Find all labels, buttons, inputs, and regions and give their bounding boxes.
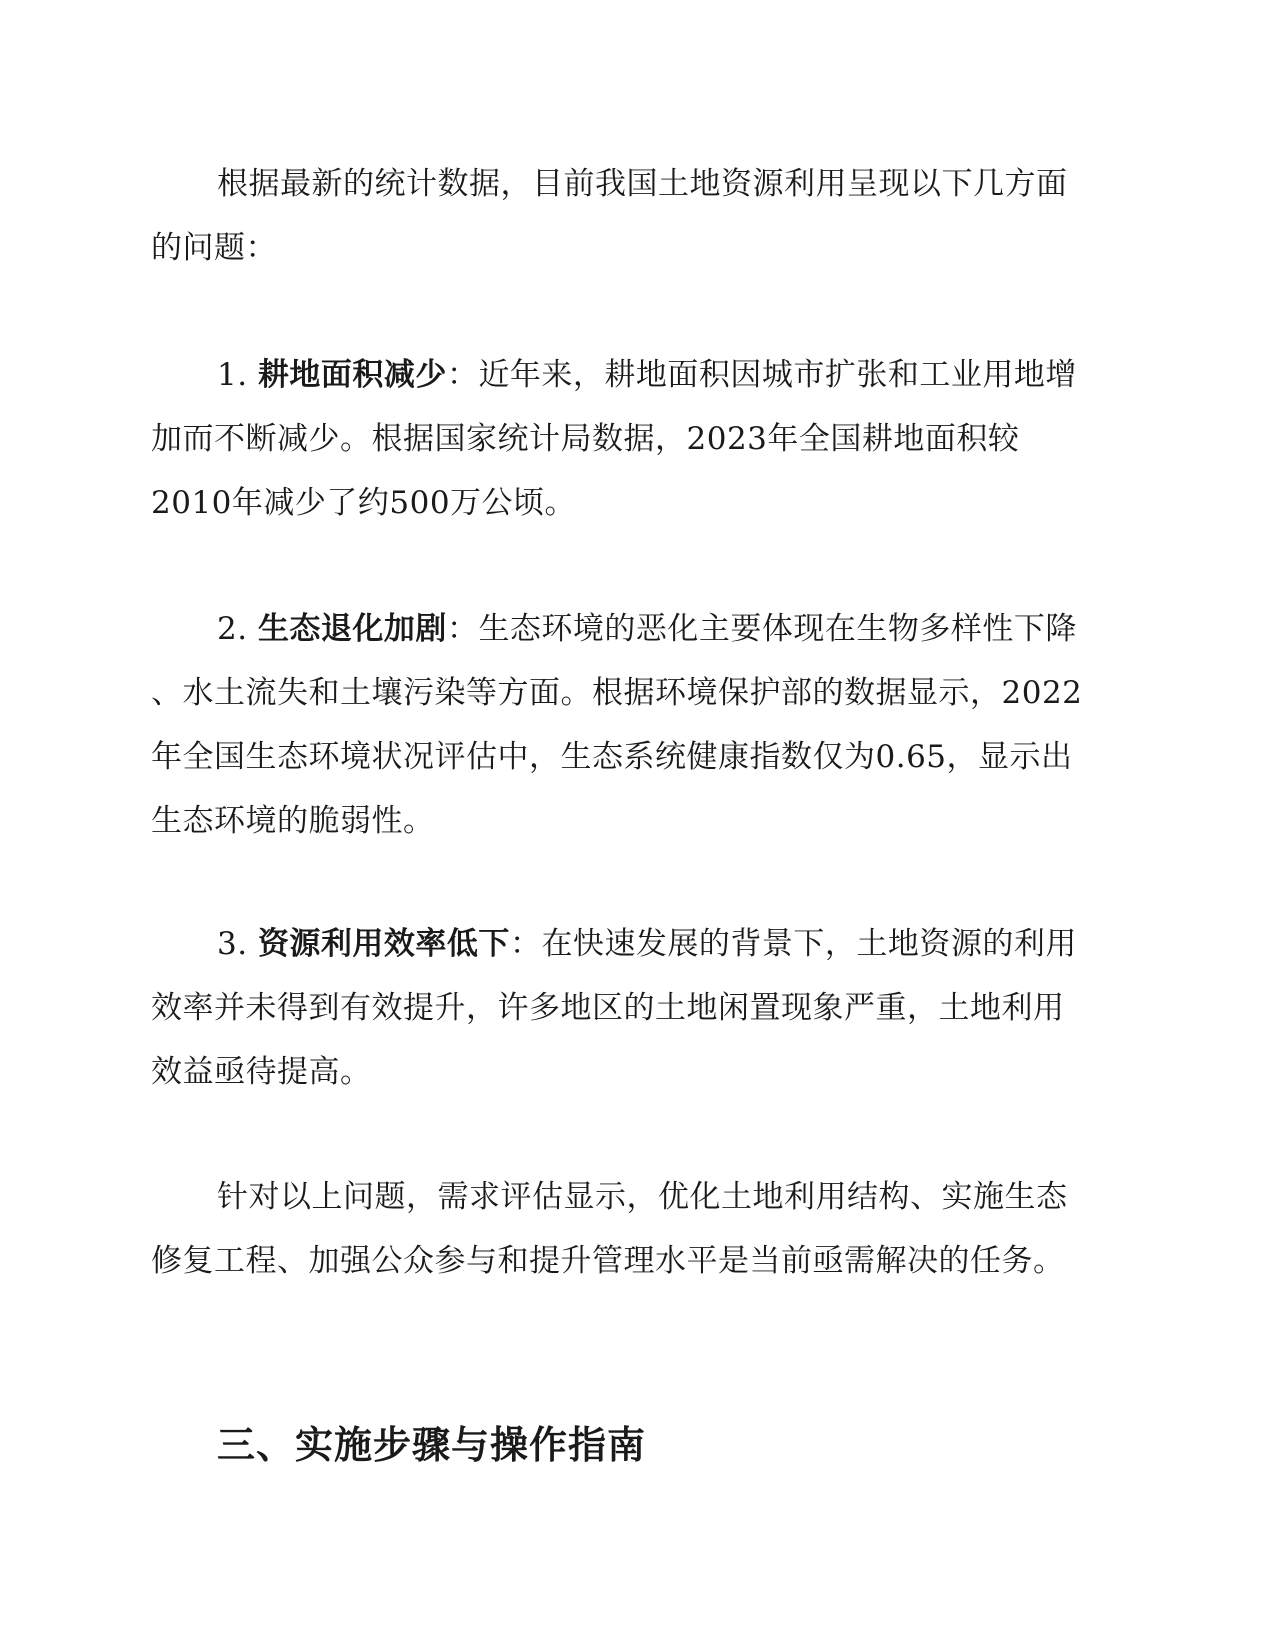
item-1-line-2: 加而不断减少。根据国家统计局数据，2023年全国耕地面积较: [151, 421, 1020, 457]
item-3-separator: ：: [509, 926, 542, 962]
conclusion-line-2: 修复工程、加强公众参与和提升管理水平是当前亟需解决的任务。: [151, 1243, 1065, 1279]
item-2-line-1: [151, 597, 1111, 661]
item-1-separator: ：: [446, 357, 479, 393]
intro-line-2: 的问题：: [151, 230, 277, 266]
item-3-text: 在快速发展的背景下，土地资源的利用: [541, 926, 1077, 962]
item-3-line-1: [151, 912, 1111, 976]
conclusion-paragraph: [151, 1165, 1111, 1293]
item-1-line-3: 2010年减少了约500万公顷。: [151, 485, 577, 521]
item-2-line-2: 、水土流失和土壤污染等方面。根据环境保护部的数据显示，2022: [151, 675, 1083, 711]
item-1-line-1: [151, 343, 1111, 407]
item-3-title: 资源利用效率低下: [257, 926, 510, 962]
item-3-line-3: 效益亟待提高。: [151, 1054, 372, 1090]
item-2-text: 生态环境的恶化主要体现在生物多样性下降: [478, 611, 1077, 647]
conclusion-line-1: 针对以上问题，需求评估显示，优化土地利用结构、实施生态: [217, 1179, 1068, 1215]
item-1-paragraph: [151, 343, 1111, 535]
intro-line-1: 根据最新的统计数据，目前我国土地资源利用呈现以下几方面: [217, 166, 1068, 202]
item-1-text: 近年来，耕地面积因城市扩张和工业用地增: [478, 357, 1077, 393]
item-2-paragraph: [151, 597, 1111, 853]
item-1-title: 耕地面积减少: [257, 357, 447, 393]
intro-paragraph: [151, 152, 1111, 280]
item-3-line-2: 效率并未得到有效提升，许多地区的土地闲置现象严重，土地利用: [151, 990, 1065, 1026]
item-2-line-3: 年全国生态环境状况评估中，生态系统健康指数仅为0.65，显示出: [151, 739, 1073, 775]
section-heading: 三、实施步骤与操作指南: [217, 1423, 647, 1467]
item-2-line-4: 生态环境的脆弱性。: [151, 803, 435, 839]
item-3-number: 3.: [217, 926, 258, 962]
item-2-separator: ：: [446, 611, 479, 647]
item-3-paragraph: [151, 912, 1111, 1104]
item-2-title: 生态退化加剧: [257, 611, 447, 647]
item-2-number: 2.: [217, 611, 258, 647]
item-1-number: 1.: [217, 357, 258, 393]
